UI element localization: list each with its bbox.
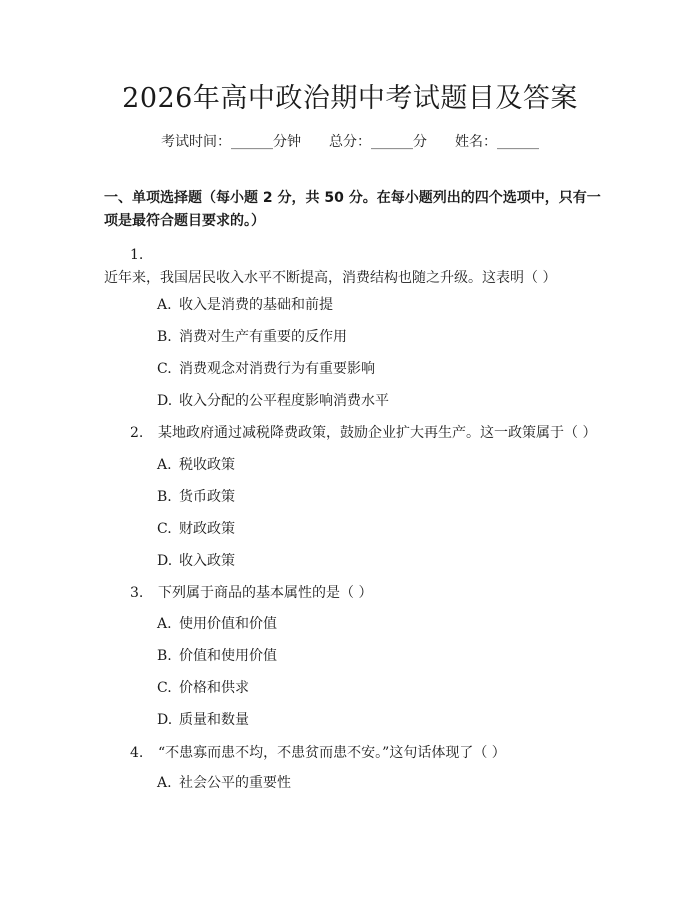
option-4a	[157, 773, 291, 793]
option-letter: B.	[157, 489, 172, 505]
option-text: 税收政策	[179, 457, 235, 473]
option-text: 质量和数量	[179, 712, 249, 728]
option-letter: D.	[157, 553, 173, 569]
section-heading: 一、单项选择题（每小题 2 分，共 50 分。在每小题列出的四个选项中，只有一项是最符合题目要求的。）	[104, 190, 601, 229]
option-3b	[157, 646, 277, 666]
question-text: “不患寡而患不均，不患贫而患不安。”这句话体现了（ ）	[158, 745, 506, 761]
option-letter: A.	[157, 457, 172, 473]
option-text: 消费对生产有重要的反作用	[179, 329, 347, 345]
question-text: 某地政府通过减税降费政策，鼓励企业扩大再生产。这一政策属于（ ）	[158, 425, 597, 441]
question-text: 近年来，我国居民收入水平不断提高，消费结构也随之升级。这表明（ ）	[104, 270, 557, 286]
option-letter: A.	[157, 616, 172, 632]
exam-meta	[0, 132, 700, 152]
option-text: 财政政策	[179, 521, 235, 537]
option-text: 消费观念对消费行为有重要影响	[179, 361, 375, 377]
option-letter: A.	[157, 775, 172, 791]
option-text: 货币政策	[179, 489, 235, 505]
option-letter: D.	[157, 393, 173, 409]
question-1	[104, 244, 604, 290]
page-title: 2026年高中政治期中考试题目及答案	[122, 83, 578, 114]
option-text: 收入政策	[179, 553, 235, 569]
option-1c	[157, 359, 375, 379]
option-text: 使用价值和价值	[179, 616, 277, 632]
option-1a	[157, 295, 333, 315]
option-3a	[157, 614, 277, 634]
option-letter: C.	[157, 361, 172, 377]
option-3c	[157, 678, 249, 698]
option-2d	[157, 551, 235, 571]
option-text: 价格和供求	[179, 680, 249, 696]
student-name-field: 姓名：______	[455, 134, 539, 150]
question-number: 4.	[130, 745, 144, 761]
question-3	[104, 582, 604, 605]
option-letter: C.	[157, 680, 172, 696]
question-number: 1.	[130, 247, 144, 263]
total-score-field: 总分：______分	[329, 134, 427, 150]
option-letter: B.	[157, 329, 172, 345]
option-letter: C.	[157, 521, 172, 537]
exam-time-field: 考试时间：______分钟	[161, 134, 301, 150]
option-2b	[157, 487, 235, 507]
option-text: 收入分配的公平程度影响消费水平	[179, 393, 389, 409]
question-4	[104, 742, 604, 765]
option-text: 社会公平的重要性	[179, 775, 291, 791]
option-3d	[157, 710, 249, 730]
question-text: 下列属于商品的基本属性的是（ ）	[158, 585, 373, 601]
question-number: 2.	[130, 425, 144, 441]
question-2	[104, 422, 604, 445]
option-letter: D.	[157, 712, 173, 728]
option-letter: B.	[157, 648, 172, 664]
option-2c	[157, 519, 235, 539]
option-2a	[157, 455, 235, 475]
option-text: 价值和使用价值	[179, 648, 277, 664]
question-number: 3.	[130, 585, 144, 601]
option-text: 收入是消费的基础和前提	[179, 297, 333, 313]
option-1d	[157, 391, 389, 411]
option-1b	[157, 327, 347, 347]
option-letter: A.	[157, 297, 172, 313]
